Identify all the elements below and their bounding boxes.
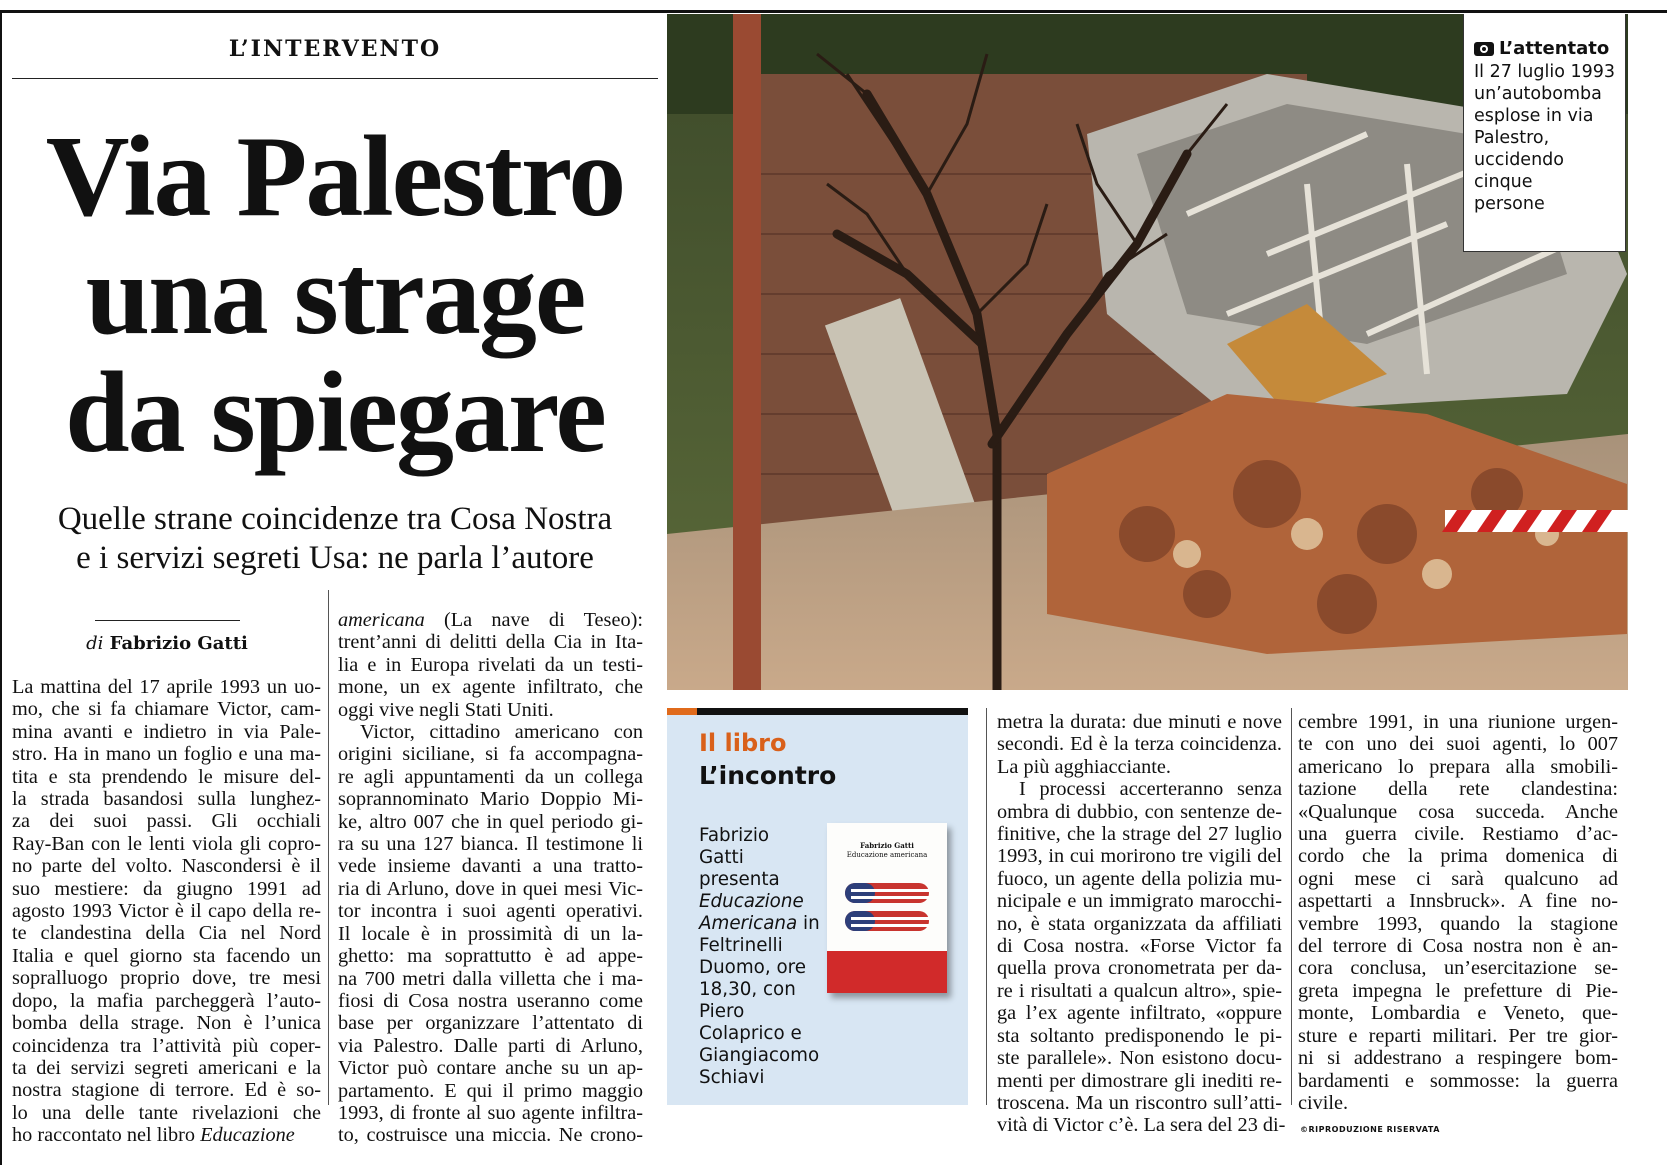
cover-flag-graphic [845, 883, 929, 933]
book-text-line: Educazione [699, 891, 804, 912]
text-line [338, 721, 643, 743]
text-fragment: ho raccontato nel libro [12, 1124, 196, 1147]
text-fragment: lia e in Europa rivelati da un testi- [338, 653, 643, 676]
top-rule [0, 10, 1667, 13]
text-line [338, 766, 643, 788]
byline [12, 633, 322, 654]
book-text-line [699, 913, 829, 935]
text-fragment: ghetto: ma soprattutto è ad appe- [338, 945, 643, 968]
text-line: mina avanti e indietro in via Pale- [12, 720, 321, 743]
text-fragment: re agli appuntamenti da un collega [338, 765, 643, 788]
subheadline [12, 500, 658, 578]
text-line [338, 923, 643, 945]
caption-line: un’autobomba [1474, 84, 1602, 104]
caption-title [1474, 38, 1625, 59]
text-fragment: via Palestro. Dalle parti di Arluno, [338, 1034, 643, 1057]
headline-line: da spiegare [65, 349, 605, 477]
copyright-notice: ©RIPRODUZIONE RISERVATA [1300, 1125, 1440, 1134]
text-line: ta dei servizi segreti americani e la [12, 1056, 321, 1079]
text-line [338, 1080, 643, 1102]
text-fragment: ke, altro 007 che in quel periodo gi- [338, 810, 643, 833]
cover-band [827, 951, 947, 993]
text-fragment: ra su una 127 bianca. Il testimone li [338, 833, 643, 856]
text-line: greta impegna le prefetture di Pie- [1298, 979, 1618, 1002]
subheadline-line: e i servizi segreti Usa: ne parla l’autore [76, 540, 594, 576]
book-text-line: Fabrizio [699, 825, 770, 846]
text-line: Ray-Ban con le lenti viola gli copro- [12, 832, 321, 855]
text-line: metra la durata: due minuti e nove [997, 711, 1282, 733]
article-column-4 [1298, 711, 1618, 1114]
text-fragment: soprannominato Mario Doppio Mi- [338, 788, 643, 811]
text-line: bardamenti e sommosse: la guerra [1298, 1069, 1618, 1092]
text-line [338, 900, 643, 922]
text-line [338, 631, 643, 653]
text-line: cembre 1991, in una riunione urgen- [1298, 711, 1618, 733]
text-line: ombra di dubbio, con sentenze de- [997, 800, 1282, 823]
text-line: vembre 1993, quando la stagione [1298, 912, 1618, 935]
text-line [338, 855, 643, 877]
text-line: «Qualunque cosa succeda. Anche [1298, 800, 1618, 823]
text-line: te con uno dei suoi agenti, lo 007 [1298, 733, 1618, 756]
book-box [667, 715, 968, 1105]
book-text-line: Duomo, ore [699, 957, 807, 978]
text-line: la strada basandosi sulla lunghez- [12, 788, 321, 811]
column-divider [986, 708, 987, 1105]
text-line [338, 609, 643, 631]
book-text-line: presenta [699, 869, 780, 890]
text-line: sture e reparti militari. Per tre gior- [1298, 1024, 1618, 1047]
text-line: mo, che si fa chiamare Victor, cam- [12, 698, 321, 721]
cover-author: Fabrizio Gatti [860, 841, 914, 850]
text-line: stro. Ha in mano un foglio e una ma- [12, 743, 321, 766]
text-line: sopralluogo proprio dove, tre mesi [12, 967, 321, 990]
headline-line: una strage [85, 231, 585, 359]
text-line [338, 743, 643, 765]
caption-line: esplose in via [1474, 106, 1594, 126]
caption-title-text: L’attentato [1499, 38, 1610, 59]
text-fragment: partamento. E qui il primo maggio [338, 1079, 643, 1102]
text-line: La mattina del 17 aprile 1993 un uo- [12, 676, 321, 698]
text-line [12, 1124, 321, 1146]
text-line [338, 878, 643, 900]
book-kicker: Il libro [699, 729, 787, 757]
caption-line: Il 27 luglio 1993 [1474, 62, 1616, 82]
text-fragment: Il locale è in prossimità di un la- [338, 922, 643, 945]
caption-line: uccidendo [1474, 150, 1564, 170]
book-text-line: Piero [699, 1001, 745, 1022]
text-line: cordo che la prima domenica di [1298, 845, 1618, 868]
text-fragment: Victor può contare anche su un ap- [338, 1057, 643, 1080]
camera-icon [1474, 42, 1494, 56]
book-box-accent [667, 708, 697, 715]
text-line: ni si addestrano a respingere bom- [1298, 1047, 1618, 1070]
text-fragment: to, costruisce una miccia. Ne crono- [338, 1124, 643, 1147]
left-border [0, 10, 2, 1165]
text-fragment: trent’anni di delitti della Cia in Ita- [338, 631, 643, 654]
headline-line: Via Palestro [45, 113, 625, 241]
book-title-italic: americana [338, 609, 425, 631]
book-text-line: Giangiacomo [699, 1045, 820, 1066]
text-line: dopo, la mafia parcheggerà l’auto- [12, 989, 321, 1012]
text-line: coincidenza tra l’attività più coper- [12, 1034, 321, 1057]
text-line [338, 1057, 643, 1079]
book-text-line: 18,30, con [699, 979, 796, 1000]
text-line: vità di Victor c’è. La sera del 23 di- [997, 1114, 1286, 1137]
text-line: cora conclusa, un’esercitazione se- [1298, 957, 1618, 980]
text-fragment: Victor, cittadino americano con [360, 721, 643, 744]
book-box-title: L’incontro [699, 761, 837, 790]
section-rubric: L’INTERVENTO [228, 36, 442, 62]
text-line: no parte del volto. Nascondersi è il [12, 855, 321, 878]
text-line: no, è stata organizzata da affiliati [997, 912, 1282, 935]
text-line: I processi accerteranno senza [1019, 778, 1282, 801]
text-line: aspettarti a Innsbruck». A fine no- [1298, 890, 1618, 913]
book-text-line: Schiavi [699, 1067, 765, 1088]
text-fragment: mone, un ex agente infiltrato, che [338, 676, 643, 699]
text-line: ste parallele». Non esistono docu- [997, 1047, 1282, 1070]
text-line [338, 1012, 643, 1034]
caption-line: cinque [1474, 172, 1533, 192]
text-fragment: origini siciliane, si fa accompagna- [338, 743, 643, 766]
text-line [338, 945, 643, 967]
text-line: di Cosa nostra. «Forse Victor fa [997, 935, 1282, 958]
text-line [338, 699, 643, 721]
text-line: monte, Lombardia e Veneto, que- [1298, 1002, 1618, 1025]
text-line: suo mestiere: da giugno 1991 ad [12, 877, 321, 900]
text-fragment: ria di Arluno, dove in quei mesi Vic- [338, 877, 643, 900]
caption-line: persone [1474, 194, 1545, 214]
byline-divider [95, 620, 240, 621]
article-column-2 [338, 609, 643, 1147]
text-line: za dei suoi passi. Gli occhiali [12, 810, 321, 833]
text-fragment: fiosi di Cosa nostra useranno come [338, 989, 643, 1012]
text-line [338, 1124, 643, 1146]
text-line: te clandestina della Cia nel Nord [12, 922, 321, 945]
rubric-divider [12, 78, 658, 79]
text-line: lo una delle tante rivelazioni che [12, 1101, 321, 1124]
text-line: sta soltanto predisponendo le pi- [997, 1024, 1282, 1047]
text-line: ogni mese ci sarà qualcuno ad [1298, 867, 1618, 890]
subheadline-line: Quelle strane coincidenze tra Cosa Nostra [57, 501, 613, 537]
book-title-italic: Educazione [200, 1124, 295, 1147]
text-line: 1993, in cui morirono tre vigili del [997, 845, 1282, 868]
text-line [338, 1102, 643, 1124]
headline [12, 113, 658, 477]
book-cover [827, 823, 947, 993]
caption-line: Palestro, [1474, 128, 1550, 148]
text-line: una guerra civile. Restiamo d’ac- [1298, 823, 1618, 846]
text-line [338, 676, 643, 698]
text-line [338, 833, 643, 855]
text-fragment: 1993, di fronte al suo agente infiltra- [338, 1101, 643, 1124]
text-fragment: base per organizzare l’attentato di [338, 1012, 643, 1035]
book-box-topbar [667, 708, 968, 715]
book-text-italic: Americana [699, 913, 798, 934]
byline-prefix: di [86, 633, 104, 654]
text-line [338, 788, 643, 810]
text-line: americano lo prepara alla smobili- [1298, 755, 1618, 778]
text-line [338, 968, 643, 990]
book-text-line: Feltrinelli [699, 935, 783, 956]
text-line: nicipale e un immigrato marocchi- [997, 890, 1282, 913]
photo-caption [1463, 14, 1626, 252]
text-line: finitive, che la strage del 27 luglio [997, 823, 1282, 846]
text-line [338, 1035, 643, 1057]
book-text-fragment: in [797, 913, 820, 934]
book-text-line: Colaprico e [699, 1023, 802, 1044]
text-line: La più agghiacciante. [997, 755, 1171, 778]
text-line: agosto 1993 Victor è il capo della re- [12, 900, 321, 923]
text-line: tita e sta prendendo le misure del- [12, 765, 321, 788]
column-divider [1291, 708, 1292, 1105]
text-line [338, 811, 643, 833]
text-line: tazione della rete clandestina: [1298, 778, 1618, 801]
text-line: menti per dimostrare gli inediti re- [997, 1069, 1282, 1092]
text-line: re i risultati a qualcun altro», spie- [997, 979, 1282, 1002]
text-line: quella prova cronometrata per da- [997, 957, 1282, 980]
text-line: troscena. Ma un riscontro sull’atti- [997, 1091, 1282, 1114]
text-line: secondi. Ed è la terza coincidenza. [997, 733, 1282, 756]
text-fragment: tor incontra i suoi agenti operativi. [338, 900, 643, 923]
byline-author: Fabrizio Gatti [109, 633, 248, 654]
text-fragment: vede insieme davanti a una tratto- [338, 855, 643, 878]
cover-title: Educazione americana [846, 851, 928, 859]
text-line: del terrore di Cosa nostra non è an- [1298, 935, 1618, 958]
text-line: ga l’ex agente infiltrato, «oppure [997, 1002, 1282, 1025]
text-line [338, 654, 643, 676]
text-line: bomba della strage. Non è l’unica [12, 1012, 321, 1035]
text-line: nostra stagione di terrore. Ed è so- [12, 1079, 321, 1102]
column-divider [328, 590, 329, 1105]
text-fragment: na 700 metri dalla villetta che i ma- [338, 967, 643, 990]
text-fragment: (La nave di Teseo): [424, 609, 643, 631]
article-column-1 [12, 676, 321, 1147]
article-column-3 [997, 711, 1286, 1137]
text-line: Italia e quel giorno sta facendo un [12, 944, 321, 967]
text-line [338, 990, 643, 1012]
text-line: fuoco, un agente della polizia mu- [997, 867, 1282, 890]
book-box-text [699, 825, 829, 1089]
text-fragment: oggi vive negli Stati Uniti. [338, 698, 554, 721]
caption-text [1474, 61, 1625, 215]
text-line: civile. [1298, 1091, 1349, 1114]
book-text-line: Gatti [699, 847, 744, 868]
